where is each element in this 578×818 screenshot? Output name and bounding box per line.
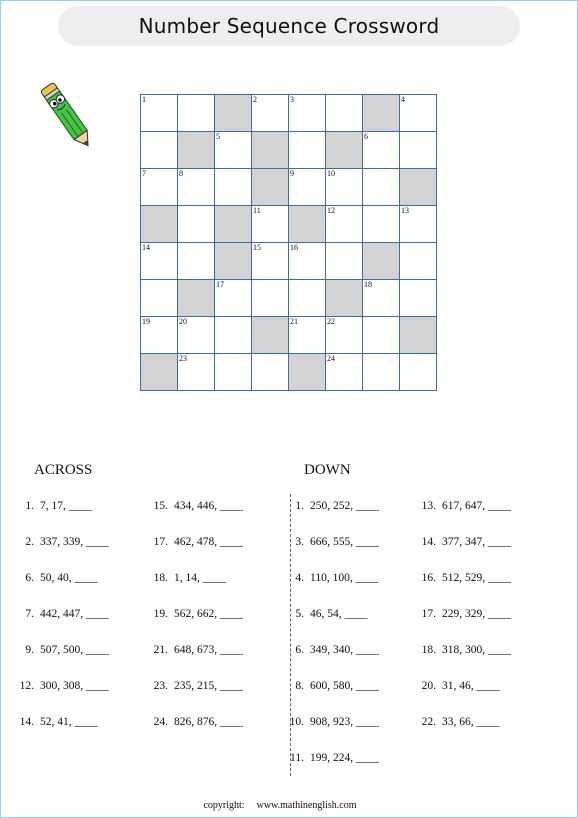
clue-text: 377, 347, ____	[442, 536, 511, 548]
clue-item	[284, 572, 379, 584]
clue-number: 17.	[153, 536, 168, 548]
cell-number: 20	[179, 317, 187, 326]
clue-item	[148, 644, 243, 656]
clue-text: 31, 46, ____	[442, 680, 500, 692]
clue-number: 10.	[289, 716, 304, 728]
grid-cell-shaded	[289, 354, 326, 391]
grid-cell-shaded	[326, 132, 363, 169]
clue-item	[148, 680, 243, 692]
grid-cell[interactable]	[141, 169, 178, 206]
grid-cell[interactable]	[215, 354, 252, 391]
clue-item	[284, 716, 379, 728]
clue-text: 434, 446, ____	[174, 500, 243, 512]
grid-cell-shaded	[400, 317, 437, 354]
cell-number: 5	[216, 132, 220, 141]
grid-cell[interactable]	[400, 206, 437, 243]
grid-cell[interactable]	[400, 132, 437, 169]
grid-cell-shaded	[215, 206, 252, 243]
grid-cell[interactable]	[141, 132, 178, 169]
clue-number: 23.	[153, 680, 168, 692]
grid-cell-shaded	[215, 243, 252, 280]
clue-text: 442, 447, ____	[40, 608, 109, 620]
grid-cell[interactable]	[215, 317, 252, 354]
clue-item	[416, 536, 511, 548]
grid-cell[interactable]	[363, 280, 400, 317]
clue-number: 14.	[19, 716, 34, 728]
clue-text: 52, 41, ____	[40, 716, 98, 728]
grid-cell[interactable]	[400, 354, 437, 391]
grid-cell[interactable]	[326, 243, 363, 280]
cell-number: 6	[364, 132, 368, 141]
cell-number: 14	[142, 243, 150, 252]
page-title: Number Sequence Crossword	[138, 14, 440, 38]
clue-item	[284, 608, 368, 620]
grid-cell-shaded	[252, 317, 289, 354]
clue-item	[148, 536, 243, 548]
grid-cell-shaded	[400, 169, 437, 206]
cell-number: 9	[290, 169, 294, 178]
clue-item	[14, 500, 92, 512]
clue-item	[284, 644, 379, 656]
clue-text: 199, 224, ____	[310, 752, 379, 764]
grid-cell-shaded	[178, 132, 215, 169]
clue-item	[416, 500, 511, 512]
clue-text: 507, 500, ____	[40, 644, 109, 656]
clue-text: 229, 329, ____	[442, 608, 511, 620]
clue-number: 24.	[153, 716, 168, 728]
grid-cell[interactable]	[178, 243, 215, 280]
grid-cell[interactable]	[252, 280, 289, 317]
clue-item	[14, 608, 109, 620]
clue-item	[416, 608, 511, 620]
clue-text: 46, 54, ____	[310, 608, 368, 620]
clue-text: 600, 580, ____	[310, 680, 379, 692]
grid-cell[interactable]	[252, 206, 289, 243]
grid-cell[interactable]	[289, 280, 326, 317]
clue-text: 349, 340, ____	[310, 644, 379, 656]
copyright-footer	[0, 800, 560, 811]
clue-number: 22.	[421, 716, 436, 728]
clue-divider	[290, 494, 291, 776]
grid-cell[interactable]	[252, 354, 289, 391]
clue-text: 300, 308, ____	[40, 680, 109, 692]
copyright-site: www.mathinenglish.com	[256, 800, 357, 811]
clue-number: 5.	[295, 608, 304, 620]
clue-number: 4.	[295, 572, 304, 584]
grid-cell[interactable]	[289, 243, 326, 280]
clue-item	[284, 500, 379, 512]
clue-item	[14, 716, 98, 728]
cell-number: 12	[327, 206, 335, 215]
clue-text: 7, 17, ____	[40, 500, 92, 512]
clue-item	[416, 680, 500, 692]
clue-number: 18.	[421, 644, 436, 656]
clue-item	[148, 500, 243, 512]
grid-cell[interactable]	[363, 354, 400, 391]
grid-cell[interactable]	[178, 317, 215, 354]
crossword-grid	[140, 94, 437, 391]
clue-text: 617, 647, ____	[442, 500, 511, 512]
clue-number: 6.	[25, 572, 34, 584]
clue-item	[148, 572, 226, 584]
cell-number: 23	[179, 354, 187, 363]
grid-cell[interactable]	[178, 169, 215, 206]
clue-item	[14, 644, 109, 656]
grid-cell[interactable]	[178, 206, 215, 243]
grid-cell[interactable]	[141, 95, 178, 132]
clue-text: 512, 529, ____	[442, 572, 511, 584]
grid-cell[interactable]	[178, 95, 215, 132]
grid-cell-shaded	[326, 280, 363, 317]
grid-cell[interactable]	[326, 317, 363, 354]
clue-text: 235, 215, ____	[174, 680, 243, 692]
clue-item	[416, 572, 511, 584]
grid-cell[interactable]	[289, 132, 326, 169]
cell-number: 16	[290, 243, 298, 252]
clue-number: 1.	[25, 500, 34, 512]
grid-cell-shaded	[178, 280, 215, 317]
grid-cell-shaded	[215, 95, 252, 132]
clue-number: 13.	[421, 500, 436, 512]
clue-text: 337, 339, ____	[40, 536, 109, 548]
clue-number: 6.	[295, 644, 304, 656]
grid-cell[interactable]	[252, 243, 289, 280]
across-heading: ACROSS	[34, 462, 93, 478]
down-heading: DOWN	[304, 462, 351, 478]
grid-cell[interactable]	[178, 354, 215, 391]
title-bar	[58, 6, 520, 46]
clue-text: 318, 300, ____	[442, 644, 511, 656]
cell-number: 13	[401, 206, 409, 215]
clue-number: 14.	[421, 536, 436, 548]
cell-number: 18	[364, 280, 372, 289]
clue-item	[148, 608, 243, 620]
copyright-label: copyright:	[203, 800, 245, 811]
grid-cell[interactable]	[215, 169, 252, 206]
grid-cell[interactable]	[289, 95, 326, 132]
clue-text: 908, 923, ____	[310, 716, 379, 728]
grid-cell[interactable]	[252, 95, 289, 132]
grid-cell[interactable]	[141, 243, 178, 280]
clue-number: 18.	[153, 572, 168, 584]
clue-text: 666, 555, ____	[310, 536, 379, 548]
clue-text: 33, 66, ____	[442, 716, 500, 728]
grid-cell[interactable]	[141, 280, 178, 317]
grid-cell[interactable]	[363, 317, 400, 354]
clue-item	[14, 680, 109, 692]
cell-number: 21	[290, 317, 298, 326]
pencil-mascot-icon	[38, 76, 98, 158]
clue-text: 826, 876, ____	[174, 716, 243, 728]
grid-cell-shaded	[252, 132, 289, 169]
cell-number: 7	[142, 169, 146, 178]
grid-cell[interactable]	[363, 132, 400, 169]
clue-item	[284, 752, 379, 764]
clue-item	[416, 716, 500, 728]
grid-cell-shaded	[141, 206, 178, 243]
grid-cell-shaded	[252, 169, 289, 206]
clue-text: 110, 100, ____	[310, 572, 379, 584]
clue-number: 9.	[25, 644, 34, 656]
clue-text: 50, 40, ____	[40, 572, 98, 584]
clue-number: 8.	[295, 680, 304, 692]
clue-number: 1.	[295, 500, 304, 512]
cell-number: 15	[253, 243, 261, 252]
clue-item	[14, 572, 98, 584]
clue-number: 16.	[421, 572, 436, 584]
grid-cell[interactable]	[326, 354, 363, 391]
grid-cell-shaded	[363, 243, 400, 280]
cell-number: 8	[179, 169, 183, 178]
clue-text: 562, 662, ____	[174, 608, 243, 620]
grid-cell-shaded	[363, 95, 400, 132]
clue-number: 19.	[153, 608, 168, 620]
grid-cell[interactable]	[289, 169, 326, 206]
clue-number: 12.	[19, 680, 34, 692]
grid-cell[interactable]	[363, 206, 400, 243]
clue-item	[148, 716, 243, 728]
clue-text: 462, 478, ____	[174, 536, 243, 548]
clue-number: 3.	[295, 536, 304, 548]
cell-number: 17	[216, 280, 224, 289]
grid-cell[interactable]	[141, 317, 178, 354]
clue-item	[284, 536, 379, 548]
clue-text: 1, 14, ____	[174, 572, 226, 584]
grid-cell[interactable]	[215, 132, 252, 169]
cell-number: 4	[401, 95, 405, 104]
cell-number: 10	[327, 169, 335, 178]
clue-item	[416, 644, 511, 656]
clue-text: 250, 252, ____	[310, 500, 379, 512]
clue-number: 15.	[153, 500, 168, 512]
clue-item	[284, 680, 379, 692]
grid-cell[interactable]	[363, 169, 400, 206]
clue-item	[14, 536, 109, 548]
clue-text: 648, 673, ____	[174, 644, 243, 656]
grid-cell[interactable]	[215, 280, 252, 317]
clue-number: 21.	[153, 644, 168, 656]
cell-number: 24	[327, 354, 335, 363]
grid-cell[interactable]	[326, 206, 363, 243]
clue-number: 17.	[421, 608, 436, 620]
cell-number: 1	[142, 95, 146, 104]
clue-number: 2.	[25, 536, 34, 548]
grid-cell-shaded	[141, 354, 178, 391]
cell-number: 3	[290, 95, 294, 104]
grid-cell[interactable]	[326, 95, 363, 132]
grid-cell[interactable]	[289, 317, 326, 354]
grid-cell[interactable]	[400, 243, 437, 280]
cell-number: 22	[327, 317, 335, 326]
clue-number: 20.	[421, 680, 436, 692]
clue-number: 11.	[290, 752, 304, 764]
clue-number: 7.	[25, 608, 34, 620]
cell-number: 2	[253, 95, 257, 104]
cell-number: 11	[253, 206, 261, 215]
grid-cell[interactable]	[326, 169, 363, 206]
grid-cell[interactable]	[400, 95, 437, 132]
grid-cell-shaded	[289, 206, 326, 243]
grid-cell[interactable]	[400, 280, 437, 317]
cell-number: 19	[142, 317, 150, 326]
